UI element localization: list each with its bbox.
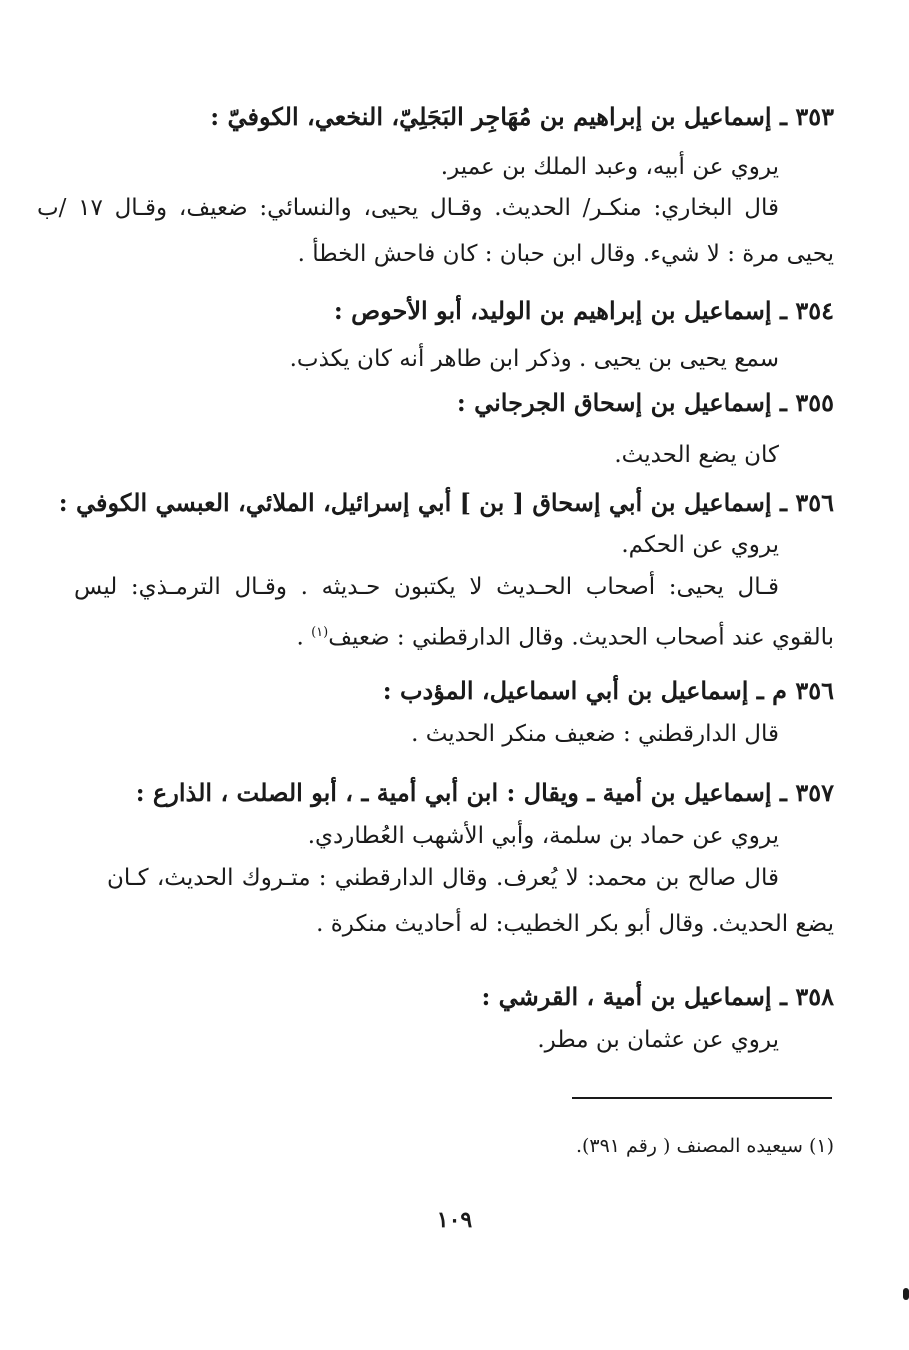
entry-356-line-1: يروي عن الحكم. [621,532,779,558]
entry-358-line-1: يروي عن عثمان بن مطر. [537,1027,779,1053]
entry-355-line-1: كان يضع الحديث. [614,442,779,468]
entry-354-heading: ٣٥٤ ـ إسماعيل بن إبراهيم بن الوليد، أبو الأحوص : [333,296,834,325]
footnote-1: (١) سيعيده المصنف ( رقم ٣٩١). [575,1135,834,1157]
entry-356-line-2: قـال يحيى: أصحاب الحـديث لا يكتبون حـديثه . وقـال الترمـذي: ليس [74,574,779,600]
entry-357-line-1: يروي عن حماد بن سلمة، وأبي الأشهب العُطاردي. [307,823,779,849]
footnote-ref-1: (١) [311,625,329,640]
entry-358-heading: ٣٥٨ ـ إسماعيل بن أمية ، القرشي : [481,982,834,1011]
entry-356-line-3-text: بالقوي عند أصحاب الحديث. وقال الدارقطني : ضعيف [328,624,834,651]
entry-355-heading: ٣٥٥ ـ إسماعيل بن إسحاق الجرجاني : [456,388,834,417]
entry-356-line-3 [296,616,834,655]
entry-353-heading: ٣٥٣ ـ إسماعيل بن إبراهيم بن مُهَاجِر البَجَلِيّ، النخعي، الكوفيّ : [210,102,834,131]
footnote-separator [572,1097,832,1099]
entry-356-heading: ٣٥٦ ـ إسماعيل بن أبي إسحاق [ بن ] أبي إسرائيل، الملائي، العبسي الكوفي : [58,488,834,517]
entry-356m-heading: ٣٥٦ م ـ إسماعيل بن أبي اسماعيل، المؤدب : [382,676,834,705]
entry-354-line-1: سمع يحيى بن يحيى . وذكر ابن طاهر أنه كان يكذب. [289,346,779,372]
entry-357-line-3: يضع الحديث. وقال أبو بكر الخطيب: له أحاديث منكرة . [316,911,834,937]
entry-356-line-3-end: . [296,624,304,651]
entry-357-line-2: قال صالح بن محمد: لا يُعرف. وقال الدارقطني : متـروك الحديث، كـان [107,865,779,891]
page-number: ١٠٩ [436,1207,473,1233]
entry-356m-line-1: قال الدارقطني : ضعيف منكر الحديث . [411,721,779,747]
entry-353-line-2: قال البخاري: منكـر/ الحديث. وقـال يحيى، والنسائي: ضعيف، وقـال ١٧ /ب [37,195,779,221]
scan-edge-mark [903,1288,909,1300]
entry-357-heading: ٣٥٧ ـ إسماعيل بن أمية ـ ويقال : ابن أبي أمية ـ ، أبو الصلت ، الذارع : [135,778,834,807]
entry-353-line-1: يروي عن أبيه، وعبد الملك بن عمير. [440,154,779,180]
entry-353-line-3: يحيى مرة : لا شيء. وقال ابن حبان : كان فاحش الخطأ . [297,241,834,267]
